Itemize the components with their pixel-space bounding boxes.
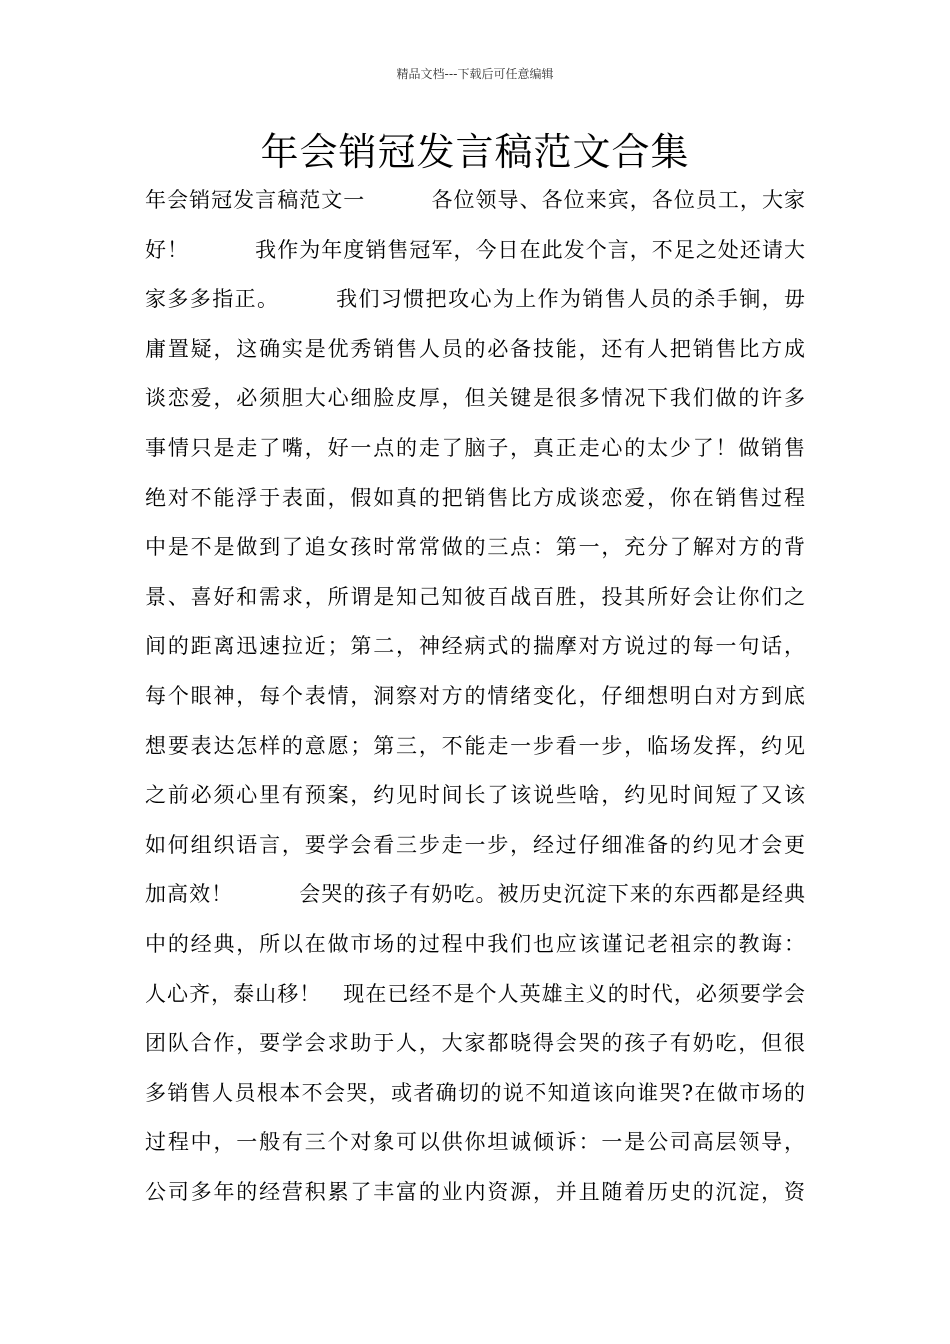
- document-title: 年会销冠发言稿范文合集: [260, 130, 690, 174]
- body-line: 团队合作，要学会求助于人，大家都晓得会哭的孩子有奶吃，但很: [145, 1031, 805, 1056]
- body-line: 景、喜好和需求，所谓是知己知彼百战百胜，投其所好会让你们之: [145, 584, 805, 609]
- body-line: 事情只是走了嘴，好一点的走了脑子，真正走心的太少了！做销售: [145, 435, 805, 460]
- body-line: 中是不是做到了追女孩时常常做的三点：第一，充分了解对方的背: [145, 535, 805, 560]
- body-line: 多销售人员根本不会哭，或者确切的说不知道该向谁哭?在做市场的: [145, 1080, 805, 1105]
- body-line: 如何组织语言，要学会看三步走一步，经过仔细准备的约见才会更: [145, 832, 805, 857]
- body-line: 谈恋爱，必须胆大心细脸皮厚，但关键是很多情况下我们做的许多: [145, 386, 805, 411]
- body-line: 每个眼神，每个表情，洞察对方的情绪变化，仔细想明白对方到底: [145, 683, 805, 708]
- body-line: 想要表达怎样的意愿；第三，不能走一步看一步，临场发挥，约见: [145, 733, 805, 758]
- body-line: 公司多年的经营积累了丰富的业内资源，并且随着历史的沉淀，资: [145, 1179, 805, 1204]
- body-line: 庸置疑，这确实是优秀销售人员的必备技能，还有人把销售比方成: [145, 336, 805, 361]
- header-note: 精品文档---下载后可任意编辑: [396, 67, 554, 81]
- body-line: 年会销冠发言稿范文一 各位领导、各位来宾，各位员工，大家: [145, 188, 805, 212]
- body-line: 过程中，一般有三个对象可以供你坦诚倾诉：一是公司高层领导，: [145, 1130, 805, 1155]
- body-text: [145, 176, 805, 1217]
- body-line: 加高效！ 会哭的孩子有奶吃。被历史沉淀下来的东西都是经典: [145, 882, 805, 907]
- body-line: 绝对不能浮于表面，假如真的把销售比方成谈恋爱，你在销售过程: [145, 485, 805, 510]
- body-line: 好！ 我作为年度销售冠军，今日在此发个言，不足之处还请大: [145, 237, 805, 262]
- body-line: 家多多指正。 我们习惯把攻心为上作为销售人员的杀手锏，毋: [145, 287, 805, 312]
- body-line: 中的经典，所以在做市场的过程中我们也应该谨记老祖宗的教诲：: [145, 931, 805, 956]
- body-line: 人心齐，泰山移！ 现在已经不是个人英雄主义的时代，必须要学会: [145, 981, 805, 1006]
- body-line: 之前必须心里有预案，约见时间长了该说些啥，约见时间短了又该: [145, 783, 805, 808]
- body-line: 间的距离迅速拉近；第二，神经病式的揣摩对方说过的每一句话，: [145, 634, 805, 659]
